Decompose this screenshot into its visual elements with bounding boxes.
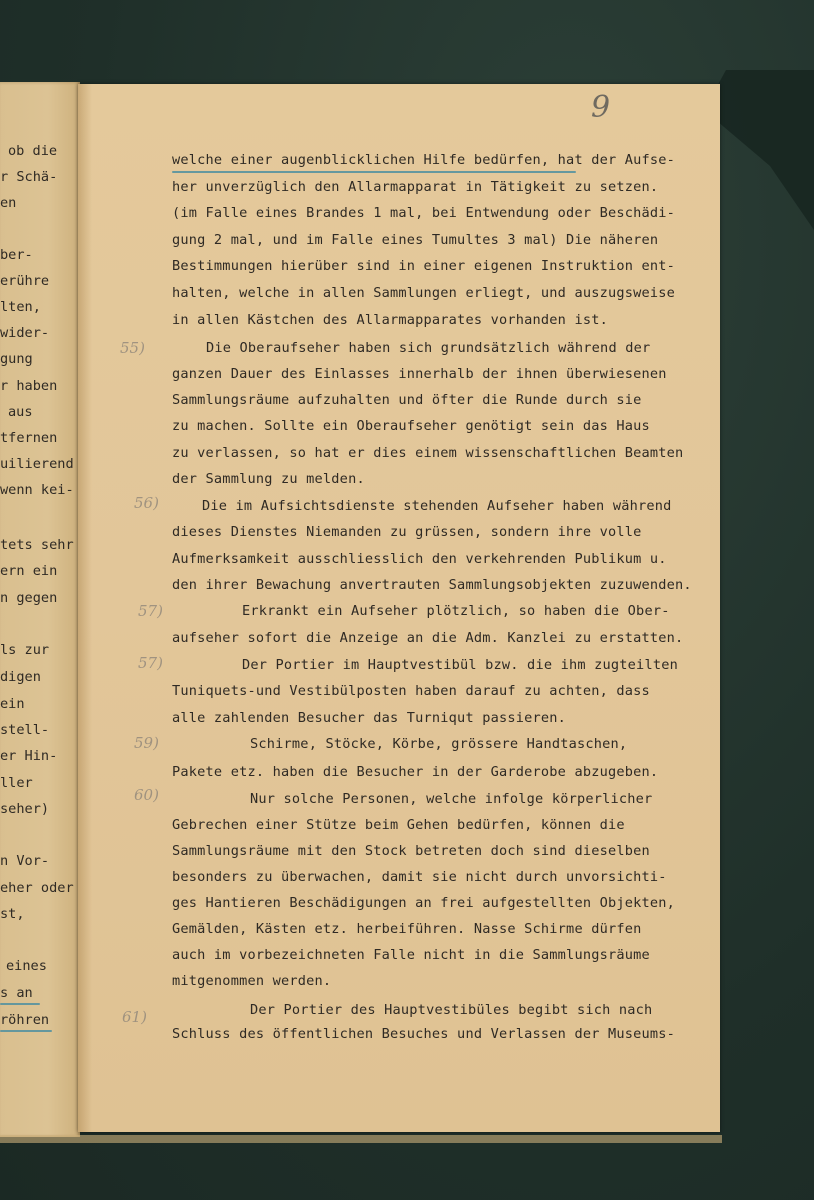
left-fragment: ller (0, 775, 33, 791)
text-line: mitgenommen werden. (172, 973, 332, 989)
blue-underline (172, 171, 576, 173)
text-line: Die im Aufsichtsdienste stehenden Aufseher haben während (202, 498, 672, 514)
left-fragment: ein (0, 696, 25, 712)
text-line: Der Portier des Hauptvestibüles begibt sich nach (250, 1002, 653, 1018)
left-fragment: ern ein (0, 563, 58, 579)
left-fragment: n gegen (0, 590, 58, 606)
left-fragment: seher) (0, 801, 50, 817)
text-line: gung 2 mal, und im Falle eines Tumultes 3 mal) Die näheren (172, 232, 659, 248)
text-line: Aufmerksamkeit ausschliesslich den verkehrenden Publikum u. (172, 551, 667, 567)
left-fragment: eines (6, 958, 47, 974)
text-line: halten, welche in allen Sammlungen erliegt, und auszugsweise (172, 285, 676, 301)
left-fragment: en (0, 195, 17, 211)
left-fragment: wenn kei- (0, 482, 74, 498)
text-line: Schirme, Stöcke, Körbe, grössere Handtaschen, (250, 736, 628, 752)
left-fragment: erühre (0, 273, 50, 289)
text-line: Pakete etz. haben die Besucher in der Garderobe abzugeben. (172, 764, 659, 780)
margin-note: 57) (138, 654, 163, 672)
margin-note: 57) (138, 602, 163, 620)
left-fragment: wider- (0, 325, 50, 341)
text-line: Der Portier im Hauptvestibül bzw. die ihm zugteilten (242, 657, 678, 673)
left-fragment: ber- (0, 247, 33, 263)
blue-underline (0, 1030, 52, 1032)
left-fragment: ls zur (0, 642, 50, 658)
blue-underline (0, 1003, 40, 1005)
text-line: in allen Kästchen des Allarmapparates vorhanden ist. (172, 312, 608, 328)
text-line: alle zahlenden Besucher das Turniqut passieren. (172, 710, 567, 726)
margin-note: 56) (134, 494, 159, 512)
left-fragment: eher oder (0, 880, 74, 896)
left-fragment: ob die (8, 143, 58, 159)
page-bottom-edge (0, 1135, 722, 1143)
text-line: Tuniquets-und Vestibülposten haben darauf zu achten, dass (172, 683, 650, 699)
left-fragment: er Hin- (0, 748, 58, 764)
left-fragment: r haben (0, 378, 58, 394)
left-fragment: stell- (0, 722, 50, 738)
text-line: besonders zu überwachen, damit sie nicht durch unvorsichti- (172, 869, 667, 885)
margin-note: 55) (120, 339, 145, 357)
text-line: Erkrankt ein Aufseher plötzlich, so haben die Ober- (242, 603, 670, 619)
left-fragment: tets sehr (0, 537, 74, 553)
text-line: auch im vorbezeichneten Falle nicht in die Sammlungsräume (172, 947, 650, 963)
text-line: Nur solche Personen, welche infolge körperlicher (250, 791, 653, 807)
text-line: Sammlungsräume mit den Stock betreten doch sind dieselben (172, 843, 650, 859)
text-line: zu machen. Sollte ein Oberaufseher genötigt sein das Haus (172, 418, 650, 434)
text-line: Gemälden, Kästen etz. herbeiführen. Nasse Schirme dürfen (172, 921, 642, 937)
text-line: den ihrer Bewachung anvertrauten Sammlungsobjekten zuzuwenden. (172, 577, 692, 593)
left-fragment: r Schä- (0, 169, 58, 185)
left-fragment: st, (0, 906, 25, 922)
left-fragment: s an (0, 985, 33, 1001)
left-fragment: tfernen (0, 430, 58, 446)
left-page-edge (0, 82, 80, 1137)
margin-note: 60) (134, 786, 159, 804)
document-page (78, 84, 720, 1132)
text-line: aufseher sofort die Anzeige an die Adm. Kanzlei zu erstatten. (172, 630, 684, 646)
text-line: ganzen Dauer des Einlasses innerhalb der ihnen überwiesenen (172, 366, 667, 382)
left-fragment: digen (0, 669, 41, 685)
text-line: Die Oberaufseher haben sich grundsätzlich während der (206, 340, 651, 356)
text-line: (im Falle eines Brandes 1 mal, bei Entwendung oder Beschädi- (172, 205, 676, 221)
text-line: Sammlungsräume aufzuhalten und öfter die Runde durch sie (172, 392, 642, 408)
left-fragment: n Vor- (0, 853, 50, 869)
text-line: dieses Dienstes Niemanden zu grüssen, sondern ihre volle (172, 524, 642, 540)
page-number: 9 (591, 90, 611, 125)
left-fragment: gung (0, 351, 33, 367)
text-line: welche einer augenblicklichen Hilfe bedürfen, hat der Aufse- (172, 152, 676, 168)
left-fragment: lten, (0, 299, 41, 315)
text-line: ges Hantieren Beschädigungen an frei aufgestellten Objekten, (172, 895, 676, 911)
text-line: Bestimmungen hierüber sind in einer eigenen Instruktion ent- (172, 258, 676, 274)
text-line: her unverzüglich den Allarmapparat in Tätigkeit zu setzen. (172, 179, 659, 195)
margin-note: 59) (134, 734, 159, 752)
left-fragment: aus (8, 404, 33, 420)
text-line: Gebrechen einer Stütze beim Gehen bedürfen, können die (172, 817, 625, 833)
left-fragment: röhren (0, 1012, 50, 1028)
text-line: zu verlassen, so hat er dies einem wissenschaftlichen Beamten (172, 445, 684, 461)
left-fragment: uilierend (0, 456, 74, 472)
text-line: Schluss des öffentlichen Besuches und Verlassen der Museums- (172, 1026, 676, 1042)
text-line: der Sammlung zu melden. (172, 471, 365, 487)
margin-note: 61) (122, 1008, 147, 1026)
